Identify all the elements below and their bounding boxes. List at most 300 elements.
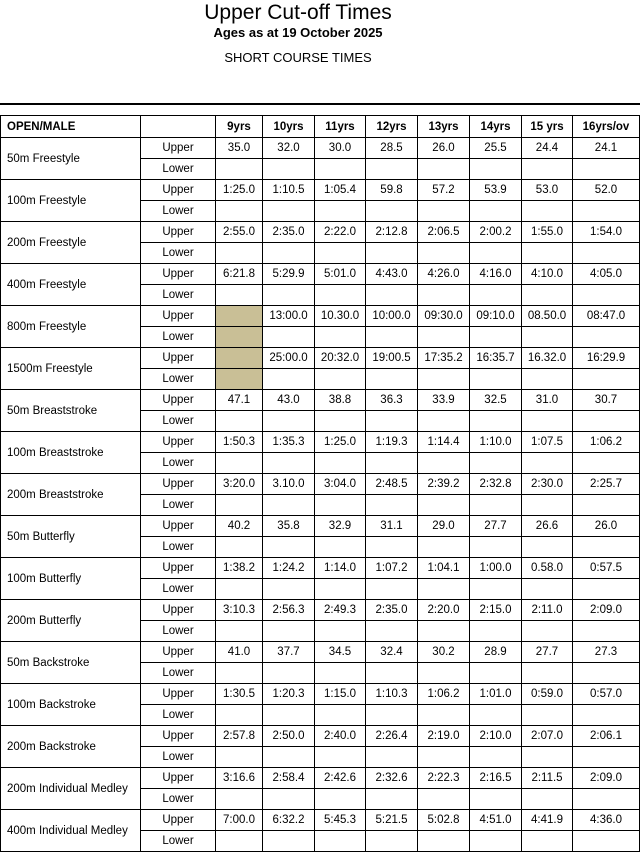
time-cell [418,369,470,390]
table-row [1,474,640,495]
time-cell: 1:04.1 [418,558,470,579]
time-cell [418,747,470,768]
time-cell [470,327,522,348]
time-cell [263,411,315,432]
time-cell: 09:30.0 [418,306,470,327]
time-cell: 2:26.4 [366,726,418,747]
time-cell: 3:20.0 [216,474,263,495]
time-cell: 26.0 [573,516,640,537]
time-cell [470,159,522,180]
upper-label: Upper [141,222,216,243]
time-cell: 2:11.5 [522,768,573,789]
upper-label: Upper [141,684,216,705]
time-cell [263,369,315,390]
time-cell: 0:57.5 [573,558,640,579]
time-cell: 27.7 [470,516,522,537]
upper-label: Upper [141,264,216,285]
age-column-header: 12yrs [366,116,418,138]
lower-label: Lower [141,369,216,390]
time-cell [470,831,522,852]
time-cell [418,327,470,348]
upper-label: Upper [141,390,216,411]
time-cell: 1:00.0 [470,558,522,579]
age-column-header: 11yrs [315,116,366,138]
time-cell [470,201,522,222]
time-cell [263,663,315,684]
table-row [1,684,640,705]
time-cell [366,747,418,768]
table-row [1,180,640,201]
time-cell [366,285,418,306]
time-cell [418,579,470,600]
time-cell [263,537,315,558]
time-cell [366,159,418,180]
lower-label: Lower [141,285,216,306]
time-cell: 13:00.0 [263,306,315,327]
time-cell [418,831,470,852]
page-subtitle: Ages as at 19 October 2025 [213,25,383,40]
lower-label: Lower [141,621,216,642]
time-cell [366,369,418,390]
time-cell [418,789,470,810]
time-cell: 4:10.0 [522,264,573,285]
not-applicable-cell [216,306,263,327]
lower-label: Lower [141,663,216,684]
time-cell [573,201,640,222]
time-cell [522,831,573,852]
time-cell [573,747,640,768]
event-name: 200m Freestyle [1,222,141,264]
time-cell: 26.6 [522,516,573,537]
time-cell: 2:22.3 [418,768,470,789]
time-cell: 2:55.0 [216,222,263,243]
time-cell: 30.2 [418,642,470,663]
table-row [1,306,640,327]
not-applicable-cell [216,327,263,348]
table-row [1,726,640,747]
time-cell [216,747,263,768]
time-cell: 30.0 [315,138,366,159]
time-cell [418,537,470,558]
table-row [1,264,640,285]
table-body [1,138,640,852]
time-cell: 6:21.8 [216,264,263,285]
time-cell: 2:50.0 [263,726,315,747]
time-cell: 24.4 [522,138,573,159]
table-row [1,348,640,369]
time-cell [216,831,263,852]
time-cell: 3:16.6 [216,768,263,789]
time-cell [418,663,470,684]
time-cell [522,747,573,768]
time-cell: 1:38.2 [216,558,263,579]
time-cell [315,579,366,600]
time-cell: 2:42.6 [315,768,366,789]
course-label: SHORT COURSE TIMES [224,50,372,65]
time-cell: 2:32.6 [366,768,418,789]
event-name: 100m Freestyle [1,180,141,222]
time-cell [418,159,470,180]
time-cell: 1:14.4 [418,432,470,453]
time-cell [573,579,640,600]
time-cell [315,621,366,642]
time-cell: 53.9 [470,180,522,201]
time-cell: 35.8 [263,516,315,537]
time-cell [522,453,573,474]
time-cell [522,705,573,726]
group-label: OPEN/MALE [1,116,141,138]
event-name: 100m Breaststroke [1,432,141,474]
time-cell: 1:24.2 [263,558,315,579]
lower-label: Lower [141,579,216,600]
time-cell: 2:12.8 [366,222,418,243]
time-cell [573,411,640,432]
table-row [1,432,640,453]
time-cell: 5:02.8 [418,810,470,831]
lower-label: Lower [141,705,216,726]
time-cell: 17:35.2 [418,348,470,369]
time-cell [573,705,640,726]
time-cell [216,705,263,726]
time-cell [470,285,522,306]
time-cell [573,243,640,264]
time-cell [470,789,522,810]
time-cell: 33.9 [418,390,470,411]
event-name: 200m Individual Medley [1,768,141,810]
time-cell: 2:39.2 [418,474,470,495]
time-cell: 1:14.0 [315,558,366,579]
age-column-header: 9yrs [216,116,263,138]
time-cell: 38.8 [315,390,366,411]
time-cell [418,285,470,306]
time-cell [216,663,263,684]
time-cell [522,327,573,348]
time-cell: 3:10.3 [216,600,263,621]
time-cell: 59.8 [366,180,418,201]
time-cell [470,747,522,768]
time-cell [315,201,366,222]
table-row [1,222,640,243]
time-cell: 20:32.0 [315,348,366,369]
upper-label: Upper [141,768,216,789]
time-cell: 25.5 [470,138,522,159]
time-cell: 27.7 [522,642,573,663]
event-name: 50m Butterfly [1,516,141,558]
time-cell [573,159,640,180]
lower-label: Lower [141,831,216,852]
upper-label: Upper [141,516,216,537]
time-cell: 19:00.5 [366,348,418,369]
upper-label: Upper [141,558,216,579]
time-cell [470,705,522,726]
cutoff-times-table [0,115,640,852]
time-cell: 36.3 [366,390,418,411]
time-cell: 37.7 [263,642,315,663]
time-cell: 24.1 [573,138,640,159]
upper-label: Upper [141,600,216,621]
time-cell: 31.1 [366,516,418,537]
time-cell: 1:20.3 [263,684,315,705]
time-cell: 16:35.7 [470,348,522,369]
time-cell [216,789,263,810]
time-cell: 1:54.0 [573,222,640,243]
time-cell [418,411,470,432]
time-cell [470,453,522,474]
time-cell: 4:36.0 [573,810,640,831]
time-cell: 10:00.0 [366,306,418,327]
time-cell [263,453,315,474]
time-cell: 2:58.4 [263,768,315,789]
time-cell [263,621,315,642]
time-cell: 4:51.0 [470,810,522,831]
time-cell: 34.5 [315,642,366,663]
time-cell [418,201,470,222]
upper-label: Upper [141,810,216,831]
time-cell: 1:01.0 [470,684,522,705]
event-name: 50m Freestyle [1,138,141,180]
time-cell: 2:19.0 [418,726,470,747]
time-cell [418,705,470,726]
time-cell [522,285,573,306]
time-cell: 1:06.2 [573,432,640,453]
time-cell [216,411,263,432]
time-cell [263,789,315,810]
time-cell: 57.2 [418,180,470,201]
time-cell: 2:15.0 [470,600,522,621]
time-cell [470,411,522,432]
time-cell: 30.7 [573,390,640,411]
time-cell [366,411,418,432]
time-cell: 0:57.0 [573,684,640,705]
time-cell: 1:06.2 [418,684,470,705]
time-cell [315,243,366,264]
time-cell [315,453,366,474]
table-row [1,558,640,579]
time-cell [573,789,640,810]
table-row [1,810,640,831]
time-cell: 1:10.5 [263,180,315,201]
time-cell: 1:25.0 [315,432,366,453]
time-cell [470,243,522,264]
event-name: 200m Butterfly [1,600,141,642]
time-cell: 4:16.0 [470,264,522,285]
time-cell [216,159,263,180]
upper-label: Upper [141,348,216,369]
time-cell: 1:05.4 [315,180,366,201]
time-cell: 2:30.0 [522,474,573,495]
upper-label: Upper [141,726,216,747]
time-cell: 2:32.8 [470,474,522,495]
time-cell: 31.0 [522,390,573,411]
time-cell [573,537,640,558]
age-column-header: 15 yrs [522,116,573,138]
time-cell: 1:30.5 [216,684,263,705]
time-cell: 2:11.0 [522,600,573,621]
age-column-header: 13yrs [418,116,470,138]
time-cell: 25:00.0 [263,348,315,369]
time-cell: 32.4 [366,642,418,663]
lower-label: Lower [141,537,216,558]
time-cell [522,201,573,222]
time-cell [216,537,263,558]
time-cell [366,789,418,810]
time-cell [366,705,418,726]
time-cell: 0.58.0 [522,558,573,579]
time-cell [470,621,522,642]
table-row [1,642,640,663]
event-name: 50m Backstroke [1,642,141,684]
time-cell [263,201,315,222]
time-cell [263,831,315,852]
time-cell [522,789,573,810]
time-cell: 2:22.0 [315,222,366,243]
event-name: 50m Breaststroke [1,390,141,432]
time-cell: 27.3 [573,642,640,663]
time-cell: 4:43.0 [366,264,418,285]
time-cell: 1:50.3 [216,432,263,453]
time-cell [216,201,263,222]
time-cell [315,411,366,432]
lower-label: Lower [141,327,216,348]
time-cell: 16:29.9 [573,348,640,369]
lower-label: Lower [141,159,216,180]
table-row [1,516,640,537]
time-cell: 5:45.3 [315,810,366,831]
time-cell [366,243,418,264]
table-header-row [1,116,640,138]
time-cell: 32.5 [470,390,522,411]
time-cell [418,453,470,474]
upper-label: Upper [141,138,216,159]
time-cell: 4:05.0 [573,264,640,285]
time-cell [315,327,366,348]
time-cell: 2:09.0 [573,600,640,621]
time-cell [315,537,366,558]
lower-label: Lower [141,201,216,222]
time-cell [573,495,640,516]
time-cell: 40.2 [216,516,263,537]
time-cell: 1:35.3 [263,432,315,453]
time-cell [522,243,573,264]
time-cell: 43.0 [263,390,315,411]
time-cell: 5:01.0 [315,264,366,285]
time-cell: 6:32.2 [263,810,315,831]
time-cell: 4:41.9 [522,810,573,831]
time-cell: 2:20.0 [418,600,470,621]
upper-label: Upper [141,474,216,495]
time-cell: 2:35.0 [366,600,418,621]
time-cell [470,579,522,600]
age-column-header: 10yrs [263,116,315,138]
time-cell [522,621,573,642]
time-cell [366,621,418,642]
table-row [1,600,640,621]
time-cell [263,495,315,516]
time-cell: 52.0 [573,180,640,201]
time-cell [366,831,418,852]
time-cell [522,663,573,684]
time-cell [315,159,366,180]
time-cell: 2:16.5 [470,768,522,789]
time-cell [216,285,263,306]
event-name: 400m Freestyle [1,264,141,306]
lower-label: Lower [141,495,216,516]
time-cell [216,579,263,600]
time-cell: 2:25.7 [573,474,640,495]
time-cell [315,369,366,390]
header-divider [0,103,640,105]
age-column-header: 16yrs/ov [573,116,640,138]
time-cell: 2:06.1 [573,726,640,747]
time-cell [470,495,522,516]
event-name: 200m Breaststroke [1,474,141,516]
time-cell: 2:35.0 [263,222,315,243]
time-cell [315,831,366,852]
time-cell: 35.0 [216,138,263,159]
time-cell [418,243,470,264]
time-cell [263,243,315,264]
time-cell [418,495,470,516]
time-cell: 47.1 [216,390,263,411]
time-cell: 10.30.0 [315,306,366,327]
event-name: 100m Backstroke [1,684,141,726]
time-cell: 1:55.0 [522,222,573,243]
table-row [1,390,640,411]
time-cell [315,495,366,516]
time-cell [522,159,573,180]
lower-label: Lower [141,411,216,432]
time-cell: 0:59.0 [522,684,573,705]
time-cell: 2:07.0 [522,726,573,747]
not-applicable-cell [216,369,263,390]
time-cell [573,831,640,852]
time-cell: 32.9 [315,516,366,537]
time-cell: 5:21.5 [366,810,418,831]
time-cell [366,327,418,348]
time-cell: 1:07.5 [522,432,573,453]
time-cell [573,285,640,306]
time-cell: 2:10.0 [470,726,522,747]
time-cell [573,453,640,474]
time-cell [366,579,418,600]
time-cell: 1:19.3 [366,432,418,453]
table-row [1,768,640,789]
time-cell: 5:29.9 [263,264,315,285]
time-cell: 16.32.0 [522,348,573,369]
time-cell [263,285,315,306]
lower-label: Lower [141,747,216,768]
time-cell: 41.0 [216,642,263,663]
time-cell [315,747,366,768]
time-cell [366,663,418,684]
time-cell [263,327,315,348]
time-cell [315,705,366,726]
time-cell: 7:00.0 [216,810,263,831]
event-name: 1500m Freestyle [1,348,141,390]
time-cell [366,495,418,516]
time-cell: 26.0 [418,138,470,159]
time-cell: 2:06.5 [418,222,470,243]
time-cell: 1:10.3 [366,684,418,705]
upper-label: Upper [141,642,216,663]
time-cell: 2:00.2 [470,222,522,243]
time-cell [573,369,640,390]
table-row [1,138,640,159]
time-cell [470,663,522,684]
time-cell [573,663,640,684]
time-cell: 4:26.0 [418,264,470,285]
time-cell [216,453,263,474]
